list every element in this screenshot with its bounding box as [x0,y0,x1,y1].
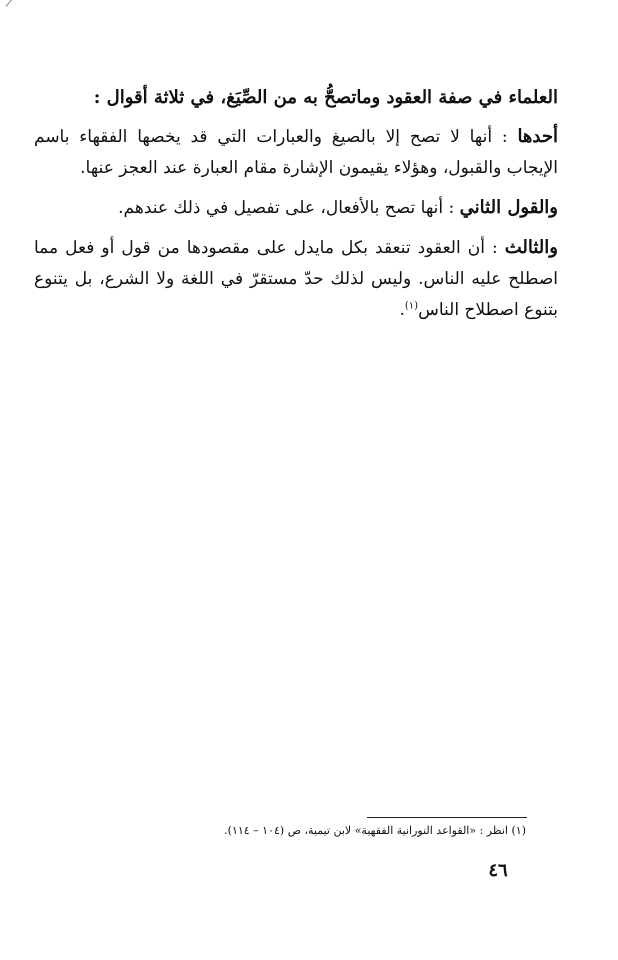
footnote-divider [367,817,527,818]
paragraph-second-opinion [34,192,558,224]
page-number: ٤٦ [488,860,508,881]
second-opinion-lead: والقول الثاني [459,197,558,218]
footnote-reference: (١) [404,300,419,312]
third-opinion-lead: والثالث [504,237,558,258]
corner-mark [6,0,17,7]
second-opinion-text: : أنها تصح بالأفعال، على تفصيل في ذلك عندهم. [118,198,460,218]
third-opinion-end: . [399,300,405,320]
paragraph-first-opinion [34,121,558,184]
footnote: (١) انظر : «القواعد النورانية الفقهية» لابن تيمية، ص (١٠٤ – ١١٤). [224,824,526,837]
paragraph-third-opinion [34,232,558,326]
third-opinion-text: : أن العقود تنعقد بكل مايدل على مقصودها من قول أو فعل مما اصطلح عليه الناس. وليس لذلك حدّ مستقرّ في اللغة ولا الشرع، بل يتنوع بتنوع اصطلاح الناس [34,238,558,320]
intro-paragraph: العلماء في صفة العقود وماتصحُّ به من الصِّيَغ، في ثلاثة أقوال : [93,87,558,108]
first-opinion-lead: أحدها [517,126,558,147]
page-body [34,82,558,334]
first-opinion-text: : أنها لا تصح إلا بالصيغ والعبارات التي قد يخصها الفقهاء باسم الإيجاب والقبول، وهؤلاء يقيمون الإشارة مقام العبارة عند العجز عنها. [34,127,558,178]
